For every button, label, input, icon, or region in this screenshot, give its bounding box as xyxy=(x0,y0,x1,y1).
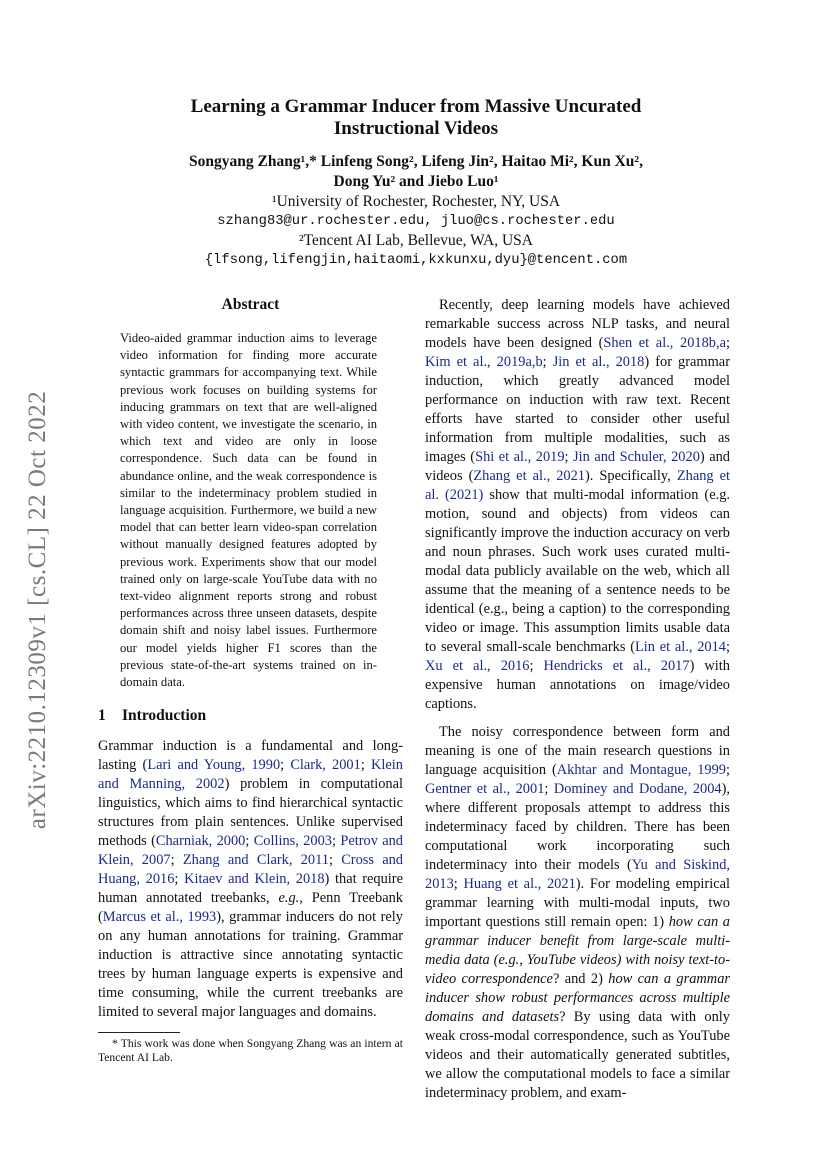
right-column xyxy=(425,296,730,1103)
citation-link[interactable]: Petrov and Klein, 2007 xyxy=(98,833,403,869)
arxiv-identifier xyxy=(24,370,52,850)
footnote: * This work was done when Songyang Zhang was an intern at Tencent AI Lab. xyxy=(98,1037,403,1065)
abstract-text: Video-aided grammar induction aims to leverage video information for finding more accurate syntactic grammars for accompanying text. While previous work focuses on building systems for inducing grammars on text that are well-aligned with video content, we investigate the scenario, in which text and video are only in loose correspondence. Such data can be found in abundance online, and the weak correspondence is similar to the indeterminacy problem studied in language acquisition. Furthermore, we build a new model that can better learn video-span correlation without manually designed features adopted by previous work. Experiments show that our model trained only on large-scale YouTube data with no text-video alignment reports strong and robust performances across three unseen datasets, despite domain shift and noisy label issues. Furthermore our model yields higher F1 scores than the previous state-of-the-art systems trained on in-domain data. xyxy=(120,331,377,690)
section-heading-introduction xyxy=(98,707,403,725)
citation-link[interactable]: Dominey and Dodane, 2004 xyxy=(553,781,722,797)
research-question-1: how can a grammar inducer benefit from large-scale multi-media data (e.g., YouTube videos) with noisy text-to-video correspondence xyxy=(425,914,730,987)
citation-link[interactable]: Jin et al., 2018 xyxy=(552,354,645,370)
citation-link[interactable]: Shen et al., 2018b,a xyxy=(603,335,726,351)
citation-link[interactable]: Gentner et al., 2001 xyxy=(425,781,545,797)
citation-link[interactable]: Shi et al., 2019 xyxy=(475,449,565,465)
affiliation-2: ²Tencent AI Lab, Bellevue, WA, USA xyxy=(299,232,533,249)
citation-link[interactable]: Kitaev and Klein, 2018 xyxy=(184,871,325,888)
emails-1: szhang83@ur.rochester.edu, jluo@cs.rochester.edu xyxy=(217,213,615,229)
section-title: Introduction xyxy=(122,707,207,725)
citation-link[interactable]: Zhang et al., 2021 xyxy=(473,468,585,484)
title-line-1: Learning a Grammar Inducer from Massive Uncurated xyxy=(190,96,642,117)
citation-link[interactable]: Akhtar and Montague, 1999 xyxy=(556,762,727,778)
section-number: 1 xyxy=(98,707,106,725)
intro-paragraph-3: The noisy correspondence between form and meaning is one of the main research questions in language acquisition (Akhtar and Montague, 1999; Gentner et al., 2001; Dominey and Dodane, 2004), where different proposals attempt to address this indeterminacy faced by children. There has been computational work incorporating such indeterminacy into their models (Yu and Siskind, 2013; Huang et al., 2021). For modeling empirical grammar learning with multi-modal inputs, two important questions still remain open: 1) how can a grammar inducer benefit from large-scale multi-media data (e.g., YouTube videos) with noisy text-to-video correspondence? and 2) how can a grammar inducer show robust performances across multiple domains and datasets? By using data with only weak cross-modal correspondence, such as YouTube videos and their automatically generated subtitles, we allow the computational models to face a similar indeterminacy problem, and exam- xyxy=(425,724,731,1101)
citation-link[interactable]: Clark, 2001 xyxy=(290,757,361,774)
citation-link[interactable]: Cross and Huang, 2016 xyxy=(98,852,403,888)
arxiv-identifier-text: arXiv:2210.12309v1 [cs.CL] 22 Oct 2022 xyxy=(24,390,52,830)
citation-link[interactable]: Huang et al., 2021 xyxy=(463,876,576,892)
author-list xyxy=(100,152,732,192)
citation-link[interactable]: Zhang et al. (2021) xyxy=(425,468,731,503)
citation-link[interactable]: Zhang and Clark, 2011 xyxy=(182,852,329,869)
citation-link[interactable]: Lin et al., 2014 xyxy=(635,639,726,655)
citation-link[interactable]: Kim et al., 2019a,b xyxy=(425,354,543,370)
citation-link[interactable]: Marcus et al., 1993 xyxy=(102,909,217,926)
citation-link[interactable]: Collins, 2003 xyxy=(253,833,332,850)
paper-header xyxy=(100,96,732,270)
citation-link[interactable]: Klein and Manning, 2002 xyxy=(98,757,403,793)
citation-link[interactable]: Charniak, 2000 xyxy=(155,833,246,850)
title-line-2: Instructional Videos xyxy=(333,118,499,139)
left-column xyxy=(98,296,403,1065)
abstract-heading: Abstract xyxy=(221,296,280,313)
citation-link[interactable]: Lari and Young, 1990 xyxy=(147,757,281,774)
authors-line-1: Songyang Zhang¹,* Linfeng Song², Lifeng Jin², Haitao Mi², Kun Xu², xyxy=(189,153,643,170)
citation-link[interactable]: Jin and Schuler, 2020 xyxy=(573,449,700,465)
citation-link[interactable]: Yu and Siskind, 2013 xyxy=(425,857,731,892)
intro-paragraph-1: Grammar induction is a fundamental and long-lasting (Lari and Young, 1990; Clark, 2001; Klein and Manning, 2002) problem in computational linguistics, which aims to find hierarchical syntactic structures from plain sentences. Unlike supervised methods (Charniak, 2000; Collins, 2003; Petrov and Klein, 2007; Zhang and Clark, 2011; Cross and Huang, 2016; Kitaev and Klein, 2018) that require human annotated treebanks, e.g., Penn Treebank (Marcus et al., 1993), grammar inducers do not rely on any human annotations for training. Grammar induction is attractive since annotating syntactic trees by human language experts is expensive and time consuming, while the current treebanks are limited to several major languages and domains. xyxy=(98,738,403,1021)
citation-link[interactable]: Hendricks et al., 2017 xyxy=(543,658,690,674)
intro-paragraph-2: Recently, deep learning models have achieved remarkable success across NLP tasks, and neural models have been designed (Shen et al., 2018b,a; Kim et al., 2019a,b; Jin et al., 2018) for grammar induction, which greatly advanced model performance on induction with raw text. Recent efforts have started to consider other useful information from multiple modalities, such as images (Shi et al., 2019; Jin and Schuler, 2020) and videos (Zhang et al., 2021). Specifically, Zhang et al. (2021) show that multi-modal information (e.g. motion, sound and objects) from videos can significantly improve the induction accuracy on verb and noun phrases. Such work uses curated multi-modal data publicly available on the web, which all assume that the meaning of a sentence needs to be identical (e.g., being a caption) to the corresponding video or image. This assumption limits usable data to several small-scale benchmarks (Lin et al., 2014; Xu et al., 2016; Hendricks et al., 2017) with expensive human annotations on image/video captions. xyxy=(425,297,731,712)
footnote-rule xyxy=(98,1032,180,1033)
research-question-2: how can a grammar inducer show robust performances across multiple domains and datasets xyxy=(425,971,730,1025)
authors-line-2: Dong Yu² and Jiebo Luo¹ xyxy=(333,173,499,190)
affiliation-1: ¹University of Rochester, Rochester, NY, USA xyxy=(271,193,561,210)
emails-2: {lfsong,lifengjin,haitaomi,kxkunxu,dyu}@tencent.com xyxy=(204,252,628,268)
paper-title xyxy=(100,96,732,140)
citation-link[interactable]: Xu et al., 2016 xyxy=(425,658,530,674)
